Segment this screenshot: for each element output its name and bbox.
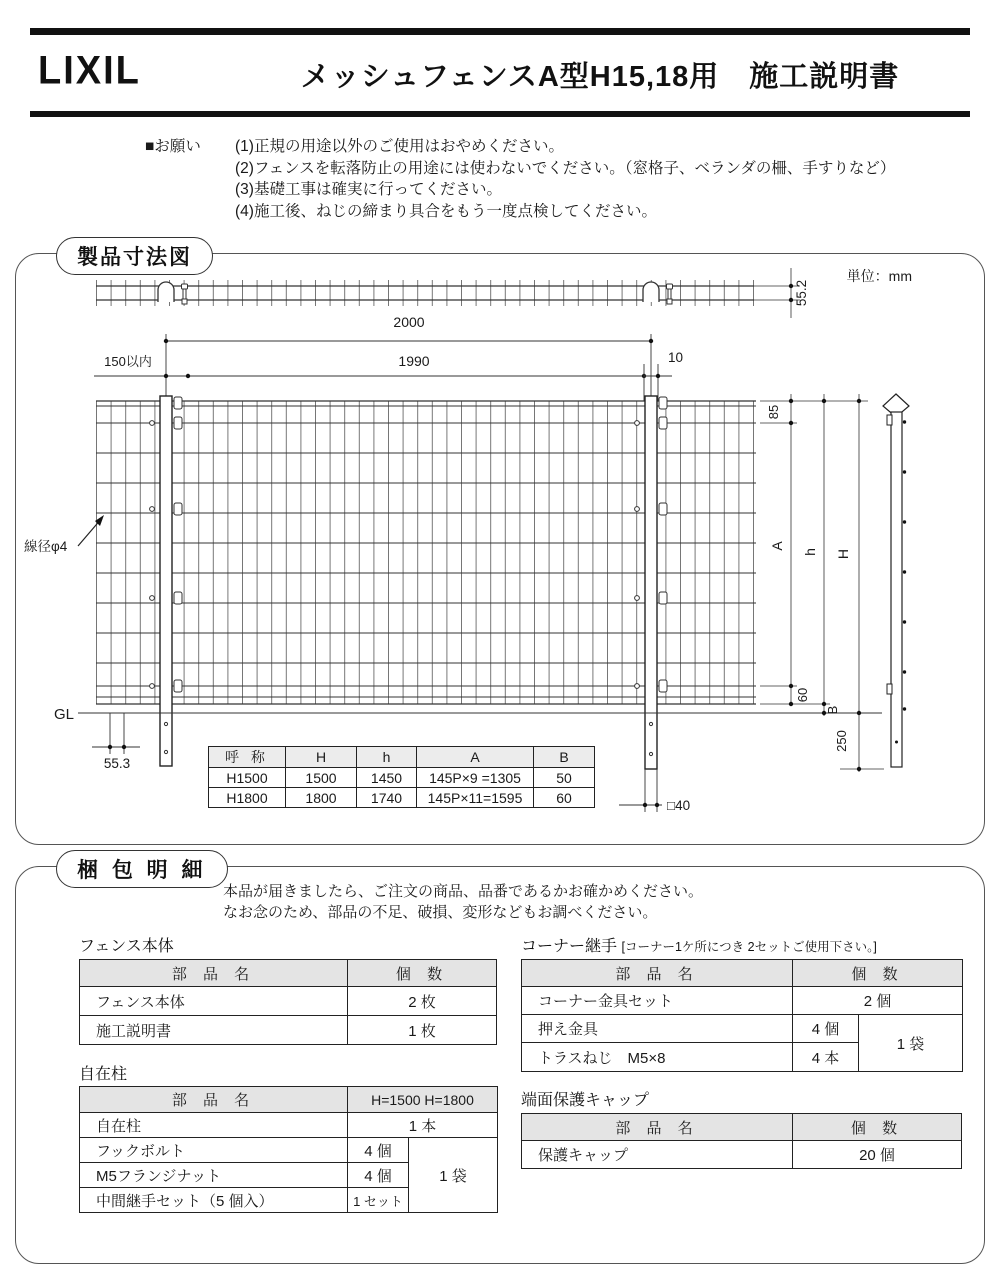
part-qty: 20 個 [793, 1141, 962, 1169]
dim-bottom-gap: 60 [795, 687, 810, 703]
cell: 1500 [286, 768, 357, 788]
table-row [80, 1016, 497, 1045]
intro-line: 本品が届きましたら、ご注文の商品、品番であるかお確かめください。 [223, 883, 704, 900]
header-top-rule [30, 28, 970, 35]
part-qty: 1 枚 [348, 1016, 497, 1045]
part-name: 保護キャップ [522, 1141, 793, 1169]
table-row [80, 987, 497, 1016]
bag-qty: 1 袋 [859, 1015, 963, 1072]
size-col-H: H [286, 747, 357, 768]
notice-item: (3)基礎工事は確実に行ってください。 [235, 181, 502, 198]
cap-table [521, 1113, 962, 1169]
table-row [522, 987, 963, 1015]
height-dimensions [760, 394, 884, 772]
cell: 50 [534, 768, 595, 788]
notice-item: (1)正規の用途以外のご使用はおやめください。 [235, 138, 564, 155]
table-row [80, 1113, 498, 1138]
dim-H: H [835, 548, 851, 560]
table-row [522, 1015, 963, 1043]
wire-diameter-label: 線径φ4 [24, 539, 68, 554]
top-dimensions [94, 334, 672, 401]
table-row [522, 1141, 962, 1169]
col-part-name: 部 品 名 [80, 960, 348, 987]
size-col-B: B [534, 747, 595, 768]
part-name: トラスねじ M5×8 [522, 1043, 793, 1072]
dim-embed-depth: 250 [834, 730, 849, 752]
col-part-name: 部 品 名 [522, 960, 793, 987]
notice-label: ■お願い [145, 138, 201, 155]
notice-block [145, 136, 895, 222]
part-name: フックボルト [80, 1138, 348, 1163]
dim-B: B [825, 705, 840, 715]
part-name: 施工説明書 [80, 1016, 348, 1045]
cell: 1450 [357, 768, 417, 788]
col-quantity: 個 数 [793, 960, 963, 987]
plan-view [96, 268, 800, 318]
col-part-name: 部 品 名 [522, 1114, 793, 1141]
post-title: 自在柱 [79, 1066, 128, 1083]
part-name: 自在柱 [80, 1113, 348, 1138]
corner-title-text: コーナー継手 [521, 938, 618, 955]
intro-line: なお念のため、部品の不足、破損、変形などもお調べください。 [223, 904, 658, 921]
part-name: 押え金具 [522, 1015, 793, 1043]
cell: 145P×11=1595 [417, 788, 534, 808]
part-qty: 4 個 [348, 1138, 409, 1163]
gl-label: GL [54, 706, 75, 723]
post-side-view [883, 394, 909, 767]
notice-item: (4)施工後、ねじの締まり具合をもう一度点検してください。 [235, 202, 657, 220]
cell: 145P×9 =1305 [417, 768, 534, 788]
col-heights: H=1500 H=1800 [348, 1087, 498, 1113]
col-quantity: 個 数 [793, 1114, 962, 1141]
product-dimension-section [15, 246, 985, 845]
cap-title: 端面保護キャップ [521, 1092, 650, 1109]
part-qty: 2 個 [793, 987, 963, 1015]
dim-top-gap: 85 [766, 404, 781, 420]
part-name: フェンス本体 [80, 987, 348, 1016]
dim-panel-gap: 10 [668, 350, 684, 365]
col-part-name: 部 品 名 [80, 1087, 348, 1113]
fence-body-title: フェンス本体 [79, 938, 174, 955]
cell: 1740 [357, 788, 417, 808]
notice-item: (2)フェンスを転落防止の用途には使わないでください。（窓格子、ベランダの柵、手すりなど） [235, 159, 896, 177]
part-name: 中間継手セット（5 個入） [80, 1188, 348, 1213]
dim-A: A [769, 541, 785, 551]
dim-h: h [802, 548, 818, 556]
cell: H1500 [209, 768, 286, 788]
table-row [80, 1138, 498, 1163]
section-title-pill: 製品寸法図 [56, 237, 213, 275]
table-row [209, 788, 595, 808]
corner-title [521, 933, 877, 956]
part-name: M5フランジナット [80, 1163, 348, 1188]
packing-intro [223, 881, 703, 923]
part-qty: 1 セット [348, 1188, 409, 1213]
part-qty: 2 枚 [348, 987, 497, 1016]
header-bottom-rule [30, 111, 970, 117]
size-col-name: 呼 称 [209, 747, 286, 768]
size-table [208, 746, 595, 808]
col-quantity: 個 数 [348, 960, 497, 987]
size-col-A: A [417, 747, 534, 768]
section-title-pill: 梱 包 明 細 [56, 850, 228, 888]
table-row [209, 768, 595, 788]
packing-section [15, 859, 985, 1264]
cell: 60 [534, 788, 595, 808]
part-qty: 4 本 [793, 1043, 859, 1072]
corner-table [521, 959, 963, 1072]
dim-left-offset: 150以内 [104, 354, 152, 369]
bag-qty: 1 袋 [409, 1138, 498, 1213]
fence-body-table [79, 959, 497, 1045]
cell: H1800 [209, 788, 286, 808]
dim-post-size: □40 [667, 798, 691, 813]
part-qty: 4 個 [793, 1015, 859, 1043]
dim-span: 2000 [393, 314, 425, 330]
dim-panel-width: 1990 [398, 353, 430, 369]
part-qty: 1 本 [348, 1113, 498, 1138]
part-qty: 4 個 [348, 1163, 409, 1188]
unit-note: 単位：mm [846, 268, 912, 284]
size-col-h: h [357, 747, 417, 768]
corner-usage-note: [コーナー1ケ所につき 2セットご使用下さい。] [621, 940, 877, 954]
lixil-logo: LIXIL [38, 48, 141, 94]
cell: 1800 [286, 788, 357, 808]
post-table [79, 1086, 498, 1213]
dim-mesh-offset: 55.3 [103, 756, 131, 771]
part-name: コーナー金具セット [522, 987, 793, 1015]
dim-plan-depth: 55.2 [794, 279, 809, 307]
document-title: メッシュフェンスA型H15,18用 施工説明書 [300, 61, 900, 93]
